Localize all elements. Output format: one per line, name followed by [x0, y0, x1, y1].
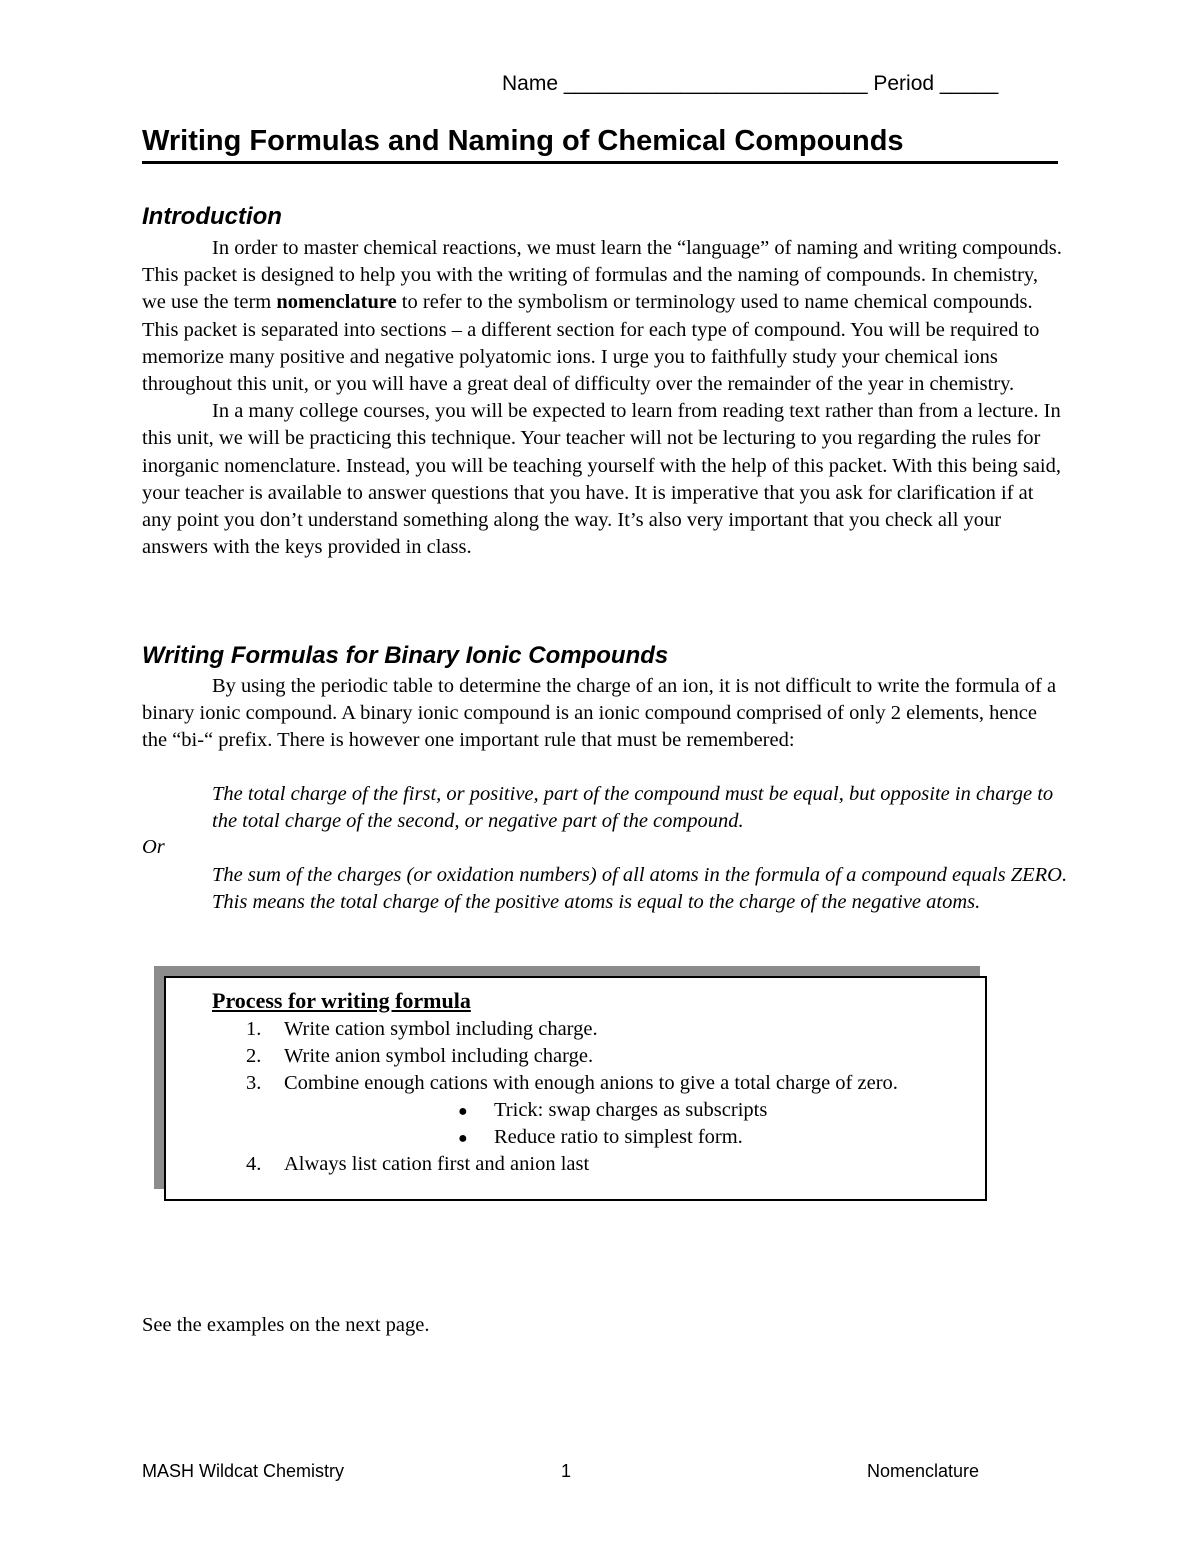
process-step: 2. Write anion symbol including charge. [246, 1045, 594, 1067]
process-title: Process for writing formula [212, 988, 471, 1013]
binary-ionic-body [142, 673, 1062, 755]
rule-two: The sum of the charges (or oxidation numbers) of all atoms in the formula of a compound equals ZERO. This means the total charge of the positive atoms is equal to the charge of the negative atoms. [212, 864, 1068, 914]
process-step: 3. Combine enough cations with enough anions to give a total charge of zero. [246, 1072, 898, 1094]
or-label: Or [142, 836, 165, 858]
introduction-heading: Introduction [142, 203, 282, 230]
footer-right: Nomenclature [867, 1461, 980, 1481]
footer-left: MASH Wildcat Chemistry [142, 1461, 345, 1481]
page-title: Writing Formulas and Naming of Chemical Compounds [142, 125, 1058, 164]
introduction-body [142, 235, 1062, 561]
process-bullet: ● Reduce ratio to simplest form. [458, 1126, 743, 1148]
nomenclature-term: nomenclature [276, 291, 397, 314]
binary-ionic-heading: Writing Formulas for Binary Ionic Compounds [142, 642, 669, 669]
process-box [164, 976, 987, 1201]
name-period-line: Name __________________________ Period _____ [502, 72, 999, 95]
see-examples-note: See the examples on the next page. [142, 1314, 430, 1336]
page-number: 1 [561, 1461, 572, 1481]
bullet-icon: ● [458, 1130, 468, 1147]
bullet-icon: ● [458, 1103, 468, 1120]
rule-one: The total charge of the first, or positive, part of the compound must be equal, but opposite in charge to the total charge of the second, or negative part of the compound. [212, 783, 1054, 833]
intro-paragraph-2: In a many college courses, you will be expected to learn from reading text rather than from a lecture. In this unit, we will be practicing this technique. Your teacher will not be lecturing to you regarding the rules for inorganic nomenclature. Instead, you will be teaching yourself with the help of this packet. With this being said, your teacher is available to answer questions that you have. It is imperative that you ask for clarification if at any point you don’t understand something along the way. It’s also very important that you check all your answers with the keys provided in class. [142, 400, 1061, 559]
intro-paragraph-1: In order to master chemical reactions, we must learn the “language” of naming and writing compounds. This packet is designed to help you with the writing of formulas and the naming of compounds. In chemistry, we use the term nomenclature to refer to the symbolism or terminology used to name chemical compounds. This packet is separated into sections – a different section for each type of compound. You will be required to memorize many positive and negative polyatomic ions. I urge you to faithfully study your chemical ions throughout this unit, or you will have a great deal of difficulty over the remainder of the year in chemistry. [142, 237, 1062, 396]
process-step: 4. Always list cation first and anion last [246, 1153, 590, 1175]
binary-ionic-paragraph: By using the periodic table to determine the charge of an ion, it is not difficult to write the formula of a binary ionic compound. A binary ionic compound is an ionic compound comprised of only 2 elements, hence the “bi-“ prefix. There is however one important rule that must be remembered: [142, 675, 1057, 752]
process-step: 1. Write cation symbol including charge. [246, 1018, 598, 1040]
process-bullet: ● Trick: swap charges as subscripts [458, 1099, 768, 1121]
